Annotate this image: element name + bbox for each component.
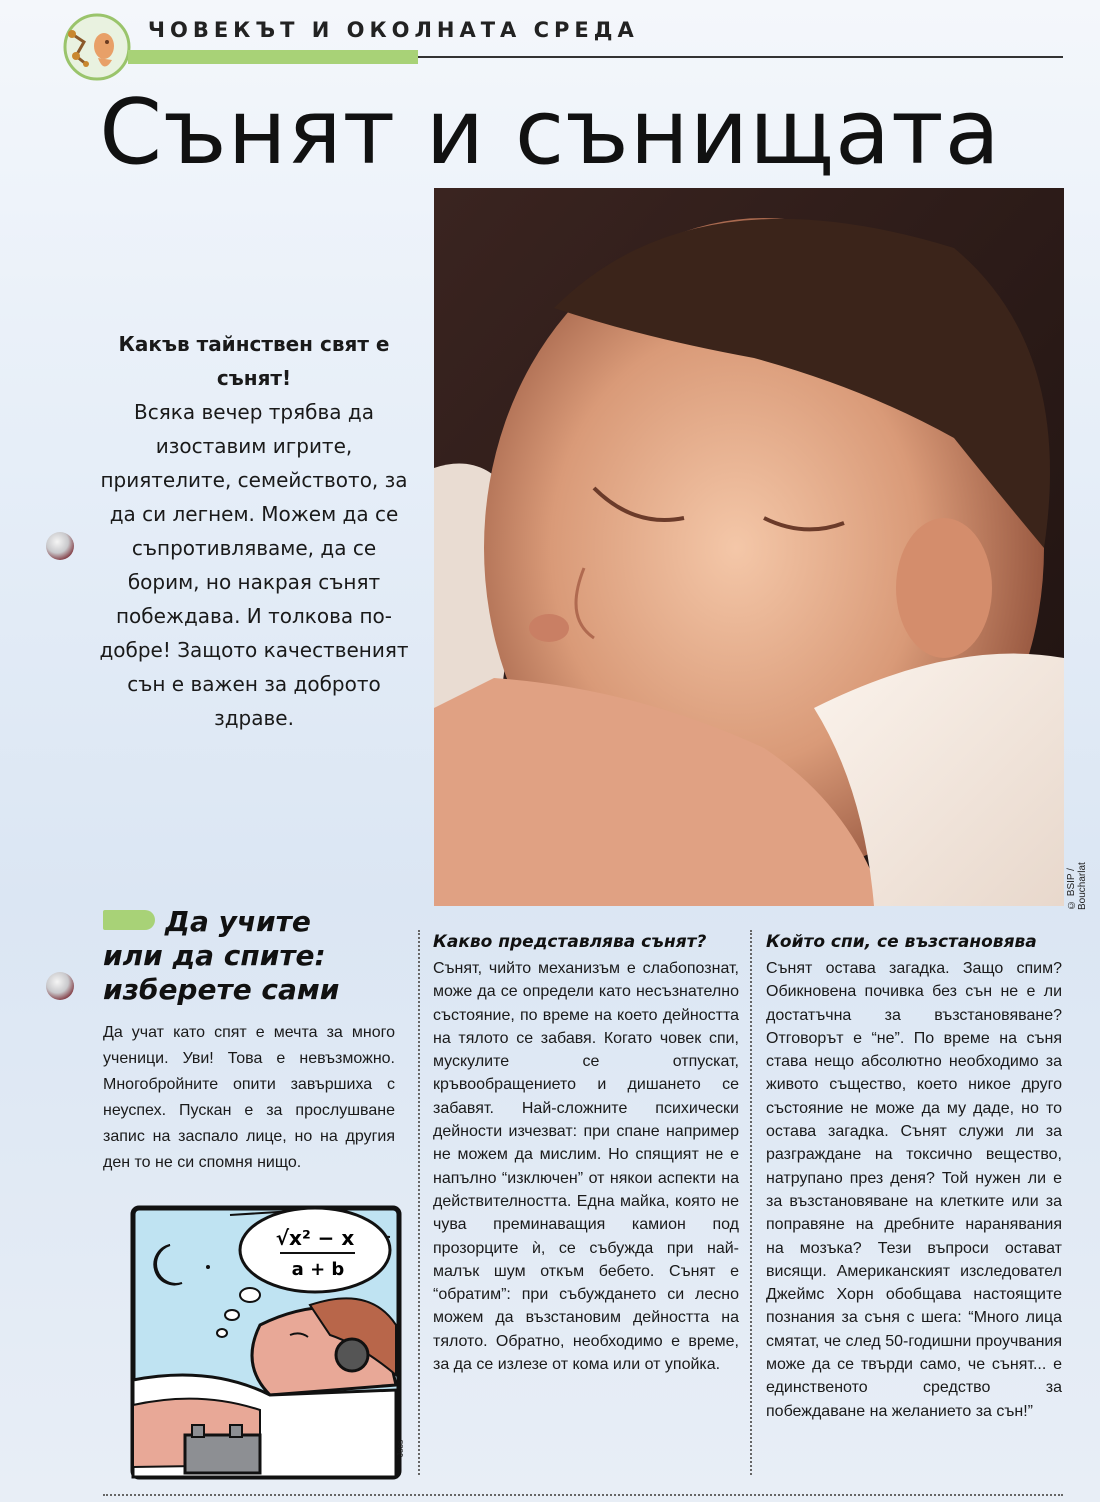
intro-text: Всяка вечер трябва да изоставим игрите, приятелите, семейството, за да си легнем. Можем да се съпротивляваме, да се борим, но накрая сънят побеждава. И толкова по-добре! Защото качественият сън е важен за доброто здраве. [99,400,409,730]
footer-rule [103,1494,1063,1496]
intro-block [98,327,410,735]
column1-text: Да учат като спят е мечта за много ученици. Уви! Това е невъзможно. Многобройните опити завършиха с неуспех. Пускан е за прослушване запис на заспало лице, но на другия ден то не си спомня нищо. [103,1024,395,1171]
cartoon-credit: Joos [396,1440,405,1457]
column1-heading-line3: изберете сами [103,973,340,1006]
photo-credit: © BSIP / Boucharlat [1066,862,1088,910]
column1-heading [103,905,403,1007]
column-separator [750,930,752,1475]
column1-heading-line2: или да спите: [103,939,326,972]
column2-heading: Какво представлява сънят? [433,932,707,952]
column3-text: Сънят остава загадка. Защо спим? Обикновена почивка без сън не е ли достатъчна за възстановяване? Отговорът е “не”. По време на съня става нещо абсолютно необходимо за живото същество, което никое друго състояние не може да му даде, но то остава загадка. Сънят служи ли за разграждане на токсично вещество, натрупано през деня? Той нужен ли е за възстановяване на клетките или за поправяне на дребните наранявания на мозъка? Тези въпроси остават висящи. Американският изследовател Джеймс Хорн обобщава настоящите познания за съня с шега: “Много лица смятат, че след 50-годишни проучвания може да се твърди само, че сънят... е единственото средство за побеждаване на желанието за сън!” [766,960,1062,1420]
binder-hole [46,532,74,560]
column2-text: Сънят, чийто механизъм е слабопознат, може да се определи като несъзнателно състояние, по време на което дейността на тялото се забавя. Когато човек спи, мускулите се отпускат, кръвообращението и дишането се забавят. Най-сложните психически дейности изчезват: при спане например не можем да мислим. Но спящият не е напълно “изключен” от някои аспекти на действителността. Една майка, която не чува преминаващия камион под прозорците ѝ, се събужда при най-малък шум откъм бебето. Сънят е “обратим”: при събуждането си лесно можем да възстановим дейността на тялото. Обратно, необходимо е време, за да се излезе от кома или от упойка. [433,960,739,1374]
page-title: Сънят и сънищата [99,80,1001,185]
column-separator [418,930,420,1475]
sleeping-baby-photo [434,188,1064,906]
column1-heading-line1: Да учите [165,905,311,938]
cartoon-formula-top: √x² − x [275,1226,355,1250]
column3-heading: Който спи, се възстановява [766,932,1037,952]
sleeping-student-cartoon [130,1205,402,1480]
intro-heading: Какъв тайнствен свят е сънят! [118,332,390,390]
cartoon-formula-bottom: a + b [291,1259,345,1280]
binder-hole [46,972,74,1000]
section-bar [128,50,418,64]
header-rule [418,56,1063,58]
section-logo-icon [62,12,132,82]
section-label: ЧОВЕКЪТ И ОКОЛНАТА СРЕДА [148,18,639,42]
